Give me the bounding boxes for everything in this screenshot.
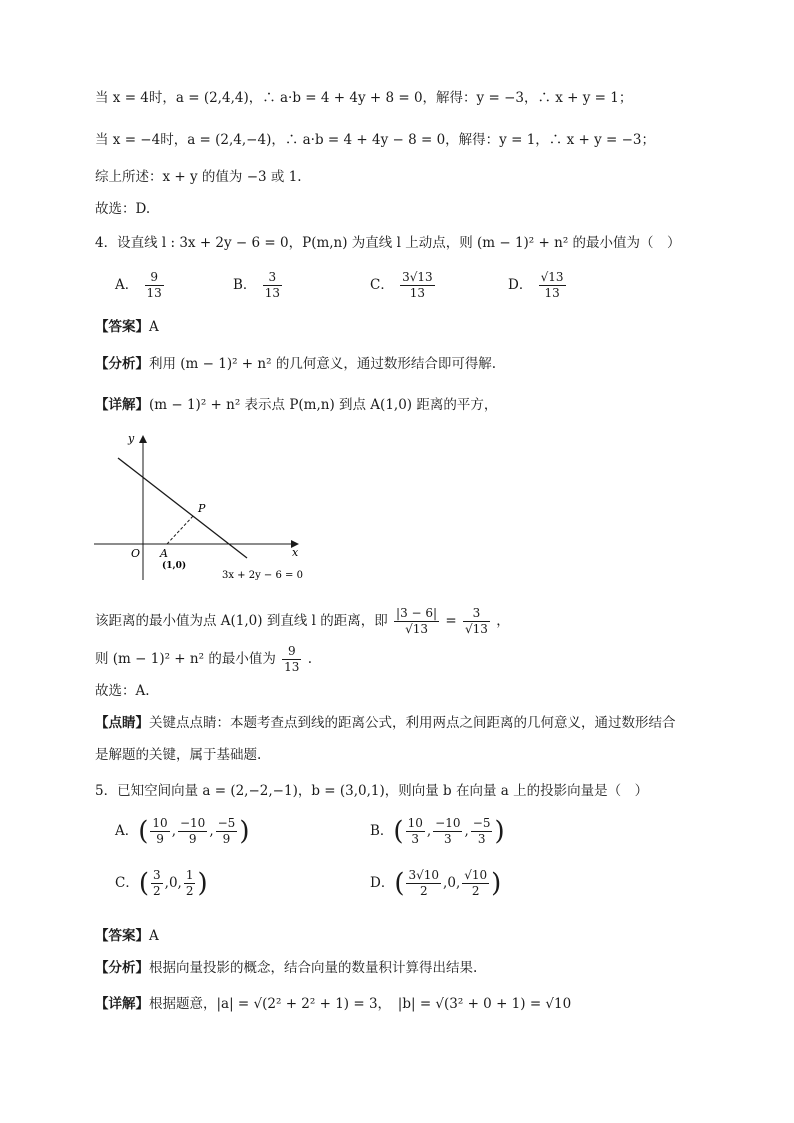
q4-comment-2: 是解题的关键，属于基础题. (95, 747, 262, 763)
q5-option-b: B．( $\frac{10}{3}$ , $\frac{-10}{3}$ , $\frac{-5}{3}$ ) (370, 816, 505, 847)
x-axis-label: x (292, 546, 299, 559)
line-l (118, 458, 247, 558)
q5-option-a: A．( $\frac{10}{9}$ , $\frac{-10}{9}$ , $\frac{-5}{9}$ ) (115, 816, 250, 847)
q5-answer: 【答案】A (95, 928, 159, 944)
q5-analysis: 【分析】根据向量投影的概念，结合向量的数量积计算得出结果. (95, 960, 478, 976)
q5-detail: 【详解】根据题意，|a| = √(2² + 2² + 1) = 3， |b| = √(3² + 0 + 1) = √10 (95, 996, 572, 1012)
q4-option-d: D． $\frac{√13}{13}$ (508, 270, 564, 300)
q4-stem: 4．设直线 l : 3x + 2y − 6 = 0，P(m,n) 为直线 l 上动点，则 (m − 1)² + n² 的最小值为（ ） (95, 235, 681, 251)
q4-answer: 【答案】A (95, 319, 159, 335)
q4-choose: 故选：A. (95, 683, 150, 699)
q4-option-a: A． $\frac{9}{13}$ (115, 270, 162, 300)
q4-option-b: B． $\frac{3}{13}$ (233, 270, 280, 300)
q5-option-d: D．( $\frac{3√10}{2}$ ,0, $\frac{√10}{2}$ ) (370, 868, 502, 899)
solution-line-1: 当 x = 4时，a = (2,4,4)，∴ a·b = 4 + 4y + 8 = 0，解得：y = −3，∴ x + y = 1； (95, 90, 633, 106)
y-axis-label: y (128, 432, 135, 445)
q4-figure (90, 428, 310, 583)
q5-option-c: C．( $\frac{3}{2}$ ,0, $\frac{1}{2}$ ) (115, 868, 208, 899)
line-equation: 3x + 2y − 6 = 0 (222, 570, 303, 581)
q5-stem: 5．已知空间向量 a = (2,−2,−1)，b = (3,0,1)，则向量 b 在向量 a 上的投影向量是（ ） (95, 783, 649, 799)
point-a-coord: (1,0) (162, 561, 187, 571)
q4-option-c: C． $\frac{3√13}{13}$ (370, 270, 433, 300)
q4-distance-line: 该距离的最小值为点 A(1,0) 到直线 l 的距离，即 $\frac{|3 - 6|}{√13}$ = $\frac{3}{√13}$ ， (95, 606, 510, 636)
summary-line: 综上所述：x + y 的值为 −3 或 1. (95, 169, 302, 185)
q4-analysis: 【分析】利用 (m − 1)² + n² 的几何意义，通过数形结合即可得解. (95, 356, 497, 372)
q4-comment-1: 【点睛】关键点点睛：本题考查点到线的距离公式，利用两点之间距离的几何意义，通过数形结合 (95, 715, 676, 731)
perpendicular-ap (167, 515, 194, 544)
q4-detail: 【详解】(m − 1)² + n² 表示点 P(m,n) 到点 A(1,0) 距离的平方， (95, 397, 498, 413)
origin-label: O (131, 547, 141, 560)
q4-min-line: 则 (m − 1)² + n² 的最小值为 $\frac{9}{13}$ . (95, 644, 312, 674)
choice-line: 故选：D. (95, 201, 151, 217)
point-p-label: P (198, 502, 206, 515)
point-a-label: A (160, 547, 168, 560)
solution-line-2: 当 x = −4时，a = (2,4,−4)，∴ a·b = 4 + 4y − 8 = 0，解得：y = 1，∴ x + y = −3； (95, 132, 655, 148)
